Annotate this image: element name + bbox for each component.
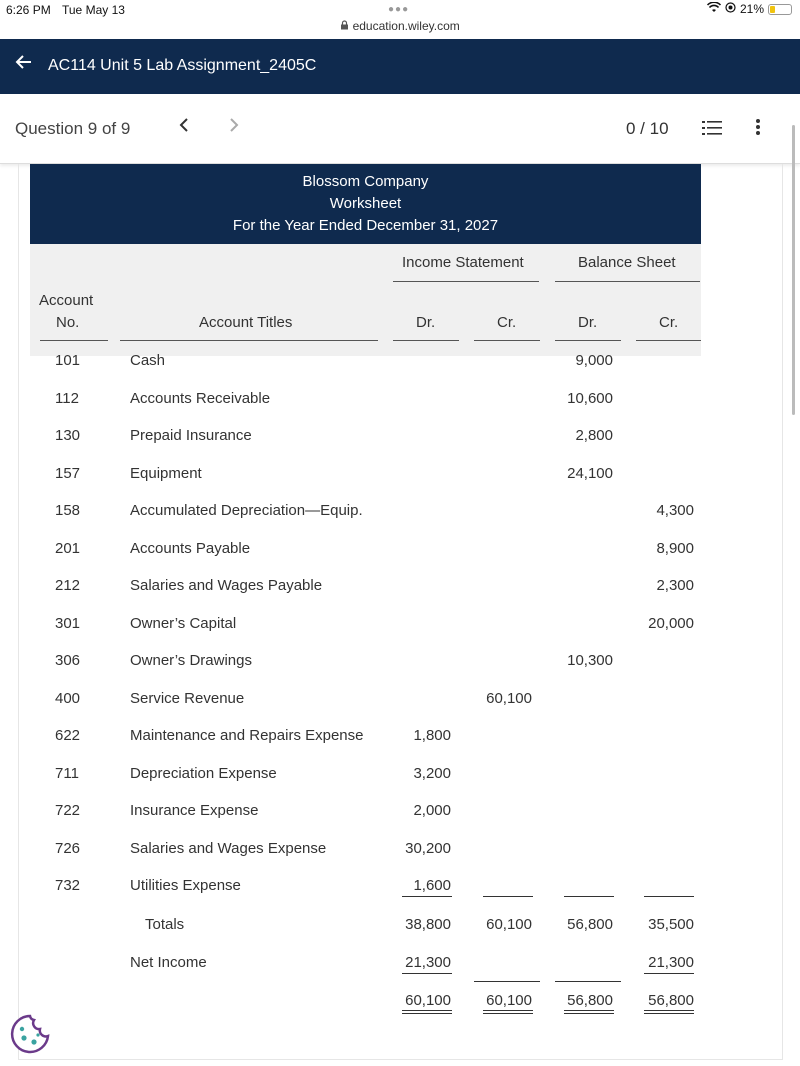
company-name: Blossom Company <box>302 173 429 190</box>
account-no: 158 <box>55 502 81 519</box>
battery-percent: 21% <box>739 2 764 16</box>
battery-icon <box>768 4 792 15</box>
account-no: 722 <box>55 802 81 819</box>
account-no: 212 <box>55 577 81 594</box>
final-bs-credit: 56,800 <box>648 992 694 1009</box>
more-options-icon[interactable] <box>755 118 761 136</box>
totals-label: Totals <box>145 916 185 933</box>
divider <box>393 281 539 282</box>
is-debit-value: 3,200 <box>413 765 451 782</box>
underline <box>644 973 694 974</box>
bs-credit-value: 20,000 <box>648 615 694 632</box>
income-statement-heading: Income Statement <box>402 254 524 271</box>
wifi-icon <box>707 2 721 16</box>
is-debit-value: 1,800 <box>413 727 451 744</box>
bs-debit-value: 2,800 <box>575 427 613 444</box>
double-underline <box>644 1010 694 1014</box>
account-title: Utilities Expense <box>130 877 241 894</box>
account-titles-heading: Account Titles <box>199 314 293 331</box>
bs-debit-value: 10,300 <box>567 652 613 669</box>
totals-is-credit: 60,100 <box>486 916 532 933</box>
bs-debit-value: 24,100 <box>567 465 613 482</box>
divider <box>40 340 108 341</box>
account-no: 157 <box>55 465 81 482</box>
divider <box>555 340 621 341</box>
net-income-label: Net Income <box>130 954 207 971</box>
account-title: Insurance Expense <box>130 802 259 819</box>
divider <box>636 340 701 341</box>
account-no: 726 <box>55 840 81 857</box>
underline <box>564 896 614 897</box>
bs-credit-value: 4,300 <box>656 502 694 519</box>
account-title: Prepaid Insurance <box>130 427 252 444</box>
underline <box>402 896 452 897</box>
account-no-heading: No. <box>56 314 80 331</box>
question-counter: Question 9 of 9 <box>15 119 131 138</box>
is-debit-value: 30,200 <box>405 840 451 857</box>
divider <box>555 281 700 282</box>
is-credit-value: 60,100 <box>486 690 532 707</box>
url-bar[interactable] <box>0 19 800 33</box>
status-bar <box>0 0 800 20</box>
account-no: 400 <box>55 690 81 707</box>
account-heading: Account <box>39 292 94 309</box>
is-debit-value: 1,600 <box>413 877 451 894</box>
account-title: Equipment <box>130 465 202 482</box>
account-title: Accumulated Depreciation—Equip. <box>130 502 363 519</box>
account-title: Depreciation Expense <box>130 765 277 782</box>
bs-credit-heading: Cr. <box>659 314 679 331</box>
account-title: Owner’s Capital <box>130 615 237 632</box>
account-title: Service Revenue <box>130 690 245 707</box>
account-title: Maintenance and Repairs Expense <box>130 727 364 744</box>
account-no: 201 <box>55 540 81 557</box>
multitask-dots-icon[interactable]: ●●● <box>388 4 410 15</box>
lock-icon <box>340 19 352 33</box>
underline <box>474 981 540 982</box>
previous-question-button[interactable] <box>178 116 190 139</box>
final-bs-debit: 56,800 <box>567 992 613 1009</box>
final-is-credit: 60,100 <box>486 992 532 1009</box>
account-no: 622 <box>55 727 81 744</box>
account-no: 101 <box>55 352 81 369</box>
bs-credit-value: 2,300 <box>656 577 694 594</box>
is-credit-heading: Cr. <box>497 314 517 331</box>
is-debit-value: 2,000 <box>413 802 451 819</box>
bs-debit-value: 9,000 <box>575 352 613 369</box>
app-header <box>0 39 800 94</box>
assignment-title: AC114 Unit 5 Lab Assignment_2405C <box>48 57 317 74</box>
underline <box>644 896 694 897</box>
totals-is-debit: 38,800 <box>405 916 451 933</box>
divider <box>474 340 540 341</box>
status-time: 6:26 PM <box>6 3 51 17</box>
net-income-is-debit: 21,300 <box>405 954 451 971</box>
question-nav-bar <box>0 94 800 164</box>
back-arrow-icon[interactable] <box>14 52 34 78</box>
double-underline <box>483 1010 533 1014</box>
underline <box>483 896 533 897</box>
status-date: Tue May 13 <box>62 3 125 17</box>
account-title: Accounts Receivable <box>130 390 271 407</box>
underline <box>555 981 621 982</box>
question-list-icon[interactable] <box>702 120 722 136</box>
account-title: Salaries and Wages Expense <box>130 840 327 857</box>
divider <box>120 340 378 341</box>
net-income-bs-credit: 21,300 <box>648 954 694 971</box>
underline <box>402 973 452 974</box>
double-underline <box>564 1010 614 1014</box>
url-text: education.wiley.com <box>352 19 460 33</box>
bs-debit-heading: Dr. <box>578 314 598 331</box>
account-title: Owner’s Drawings <box>130 652 252 669</box>
account-no: 301 <box>55 615 81 632</box>
totals-bs-debit: 56,800 <box>567 916 613 933</box>
is-debit-heading: Dr. <box>416 314 436 331</box>
bs-debit-value: 10,600 <box>567 390 613 407</box>
worksheet-period: For the Year Ended December 31, 2027 <box>232 217 499 234</box>
balance-sheet-heading: Balance Sheet <box>578 254 676 271</box>
account-no: 306 <box>55 652 81 669</box>
account-no: 112 <box>55 390 79 407</box>
account-title: Salaries and Wages Payable <box>130 577 323 594</box>
scrollbar[interactable] <box>792 125 795 415</box>
account-no: 130 <box>55 427 81 444</box>
bs-credit-value: 8,900 <box>656 540 694 557</box>
account-title: Cash <box>130 352 166 369</box>
next-question-button[interactable] <box>228 116 240 139</box>
double-underline <box>402 1010 452 1014</box>
account-no: 711 <box>55 765 79 782</box>
worksheet-name: Worksheet <box>329 195 402 212</box>
account-title: Accounts Payable <box>130 540 251 557</box>
totals-bs-credit: 35,500 <box>648 916 694 933</box>
cookie-icon[interactable] <box>10 1014 50 1054</box>
account-no: 732 <box>55 877 81 894</box>
divider <box>393 340 459 341</box>
worksheet-header <box>30 164 701 244</box>
score-display: 0 / 10 <box>626 119 669 138</box>
location-icon <box>725 2 736 16</box>
final-is-debit: 60,100 <box>405 992 451 1009</box>
